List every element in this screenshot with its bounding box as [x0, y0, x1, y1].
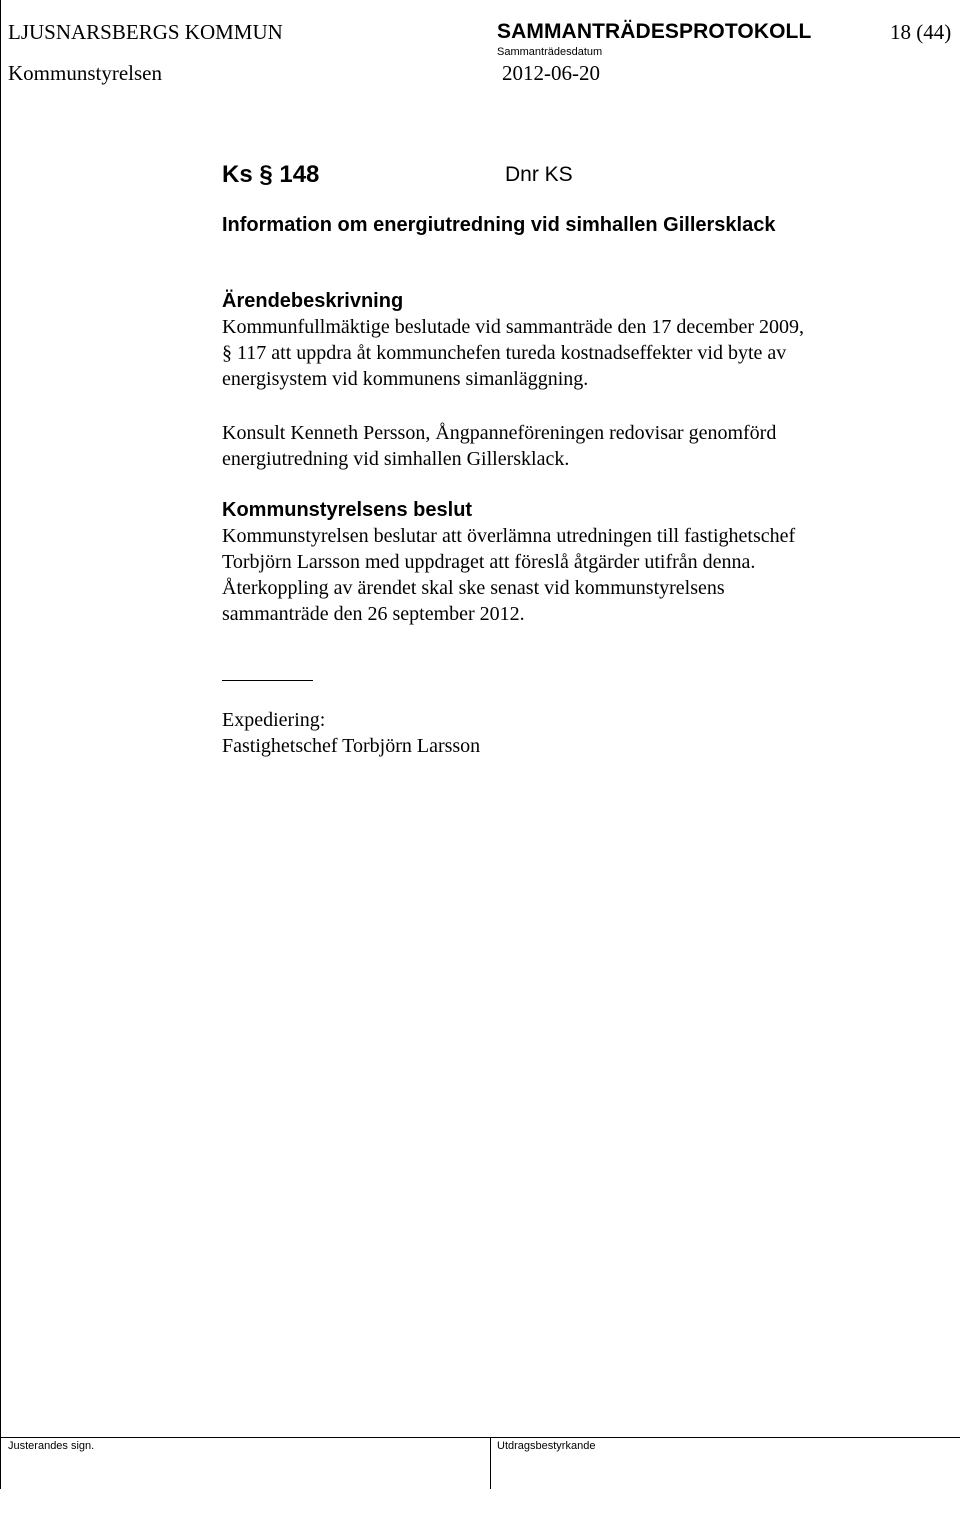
signature-label: Justerandes sign. — [8, 1440, 95, 1452]
description-line: energiutredning vid simhallen Gillersklack. — [222, 448, 570, 470]
distribution-section — [222, 707, 480, 759]
decision-line: Kommunstyrelsen beslutar att överlämna utredningen till fastighetschef — [222, 525, 796, 547]
description-line: energisystem vid kommunens simanläggning. — [222, 368, 589, 390]
description-paragraph-2 — [222, 420, 776, 472]
description-line: Kommunfullmäktige beslutade vid sammanträde den 17 december 2009, — [222, 316, 805, 338]
case-dnr: Dnr KS — [505, 163, 573, 186]
footer-divider — [0, 1437, 960, 1438]
organization-name: LJUSNARSBERGS KOMMUN — [8, 20, 283, 44]
distribution-recipient: Fastighetschef Torbjörn Larsson — [222, 735, 481, 757]
decision-section — [222, 497, 795, 627]
description-section — [222, 288, 804, 392]
decision-line: Återkoppling av ärendet skal ske senast vid kommunstyrelsens — [222, 577, 725, 599]
meeting-date-label: Sammanträdesdatum — [497, 46, 603, 58]
case-id: Ks § 148 — [222, 161, 320, 188]
footer-column-divider — [490, 1437, 491, 1489]
certification-label: Utdragsbestyrkande — [497, 1440, 596, 1452]
document-type-title: SAMMANTRÄDESPROTOKOLL — [497, 20, 812, 43]
decision-heading: Kommunstyrelsens beslut — [222, 499, 473, 521]
decision-line: sammanträde den 26 september 2012. — [222, 603, 525, 625]
description-heading: Ärendebeskrivning — [222, 290, 404, 312]
distribution-label: Expediering: — [222, 709, 326, 731]
case-subject: Information om energiutredning vid simhallen Gillersklack — [222, 214, 776, 236]
description-line: § 117 att uppdra åt kommunchefen tureda kostnadseffekter vid byte av — [222, 342, 787, 364]
meeting-date: 2012-06-20 — [502, 61, 600, 85]
separator-rule — [222, 680, 313, 681]
description-line: Konsult Kenneth Persson, Ångpanneföreningen redovisar genomförd — [222, 422, 777, 444]
page-left-border — [0, 0, 1, 1489]
governing-body: Kommunstyrelsen — [8, 61, 162, 85]
page-number: 18 (44) — [890, 20, 952, 44]
decision-line: Torbjörn Larsson med uppdraget att föreslå åtgärder utifrån denna. — [222, 551, 756, 573]
